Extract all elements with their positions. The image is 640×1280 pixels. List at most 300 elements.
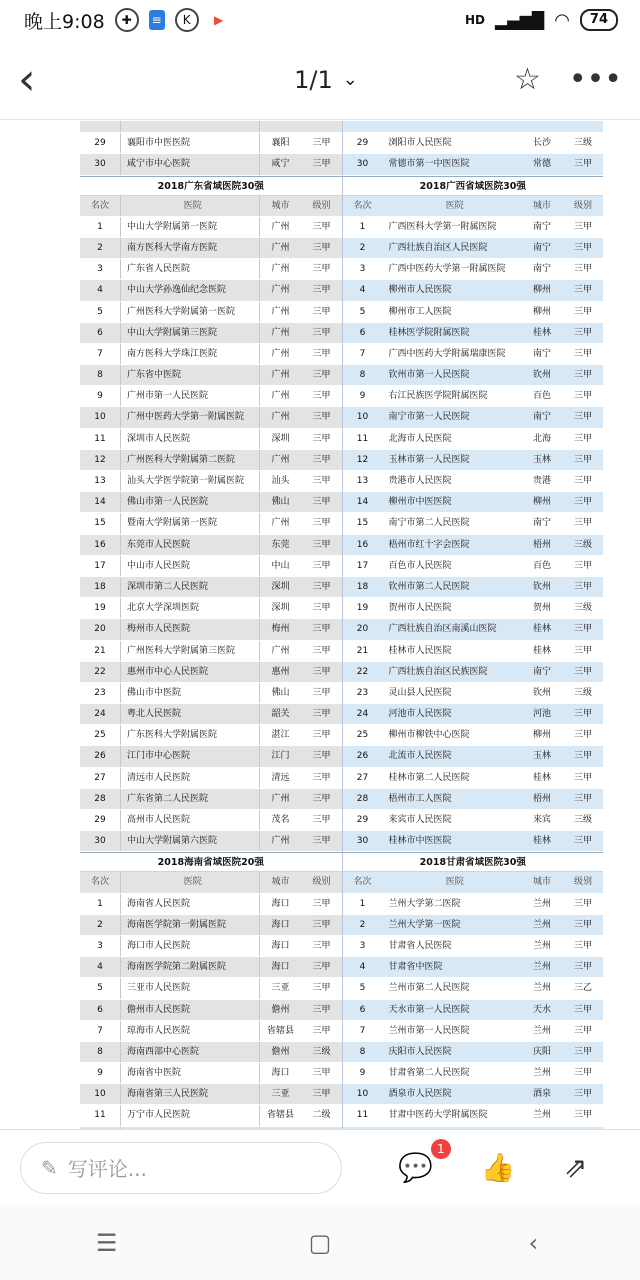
hospital-cell: 桂林市人民医院 xyxy=(388,645,452,656)
grade-cell: 三甲 xyxy=(573,709,592,720)
city-cell: 广州 xyxy=(259,302,302,322)
rank-cell: 8 xyxy=(359,370,366,381)
city-cell: 钦州 xyxy=(532,370,551,381)
grade-cell: 三甲 xyxy=(573,476,592,486)
grade-cell: 三甲 xyxy=(312,327,331,338)
table-row xyxy=(80,471,342,492)
table-row: 29 浏阳市人民医院 长沙 三级 xyxy=(343,133,604,154)
rank-cell: 10 xyxy=(356,412,369,423)
hospital-cell: 桂林医学院附属医院 xyxy=(388,327,470,338)
rank-cell: 22 xyxy=(356,666,369,677)
city-cell: 桂林 xyxy=(532,836,551,847)
hospital-cell: 广西壮族自治区南溪山医院 xyxy=(388,624,497,635)
table-row xyxy=(80,1000,342,1021)
city-cell: 南宁 xyxy=(532,264,551,275)
grade-cell: 三甲 xyxy=(312,285,331,296)
hospital-cell: 南宁市第二人民医院 xyxy=(388,518,470,529)
hospital-cell: 甘肃省中医院 xyxy=(388,962,443,973)
column-header: 名次 xyxy=(90,200,109,211)
city-cell: 儋州 xyxy=(259,1042,302,1062)
hospital-cell: 广西壮族自治区人民医院 xyxy=(388,242,488,253)
city-cell: 柳州 xyxy=(532,497,551,508)
city-cell: 桂林 xyxy=(532,327,551,338)
hospital-cell: 柳州市人民医院 xyxy=(388,285,452,296)
grade-cell: 三甲 xyxy=(573,730,592,741)
grade-cell: 三甲 xyxy=(573,497,592,508)
hospital-cell: 海南省第三人民医院 xyxy=(120,1084,259,1104)
city-cell: 广州 xyxy=(259,344,302,364)
rank-cell: 21 xyxy=(356,645,369,656)
table-row xyxy=(80,936,342,957)
rank-cell: 4 xyxy=(97,285,103,296)
hospital-cell: 南方医科大学珠江医院 xyxy=(120,344,259,364)
city-cell: 佛山 xyxy=(259,492,302,512)
grade-cell: 三甲 xyxy=(573,306,592,317)
hospital-cell: 灵山县人民医院 xyxy=(388,687,452,698)
menu-icon[interactable]: ☰ xyxy=(95,1228,118,1257)
table-row xyxy=(343,746,604,767)
table-row xyxy=(80,789,342,810)
rank-cell: 7 xyxy=(97,1025,103,1036)
city-cell: 兰州 xyxy=(532,1110,551,1121)
table-row xyxy=(343,1000,604,1021)
grade-cell: 三甲 xyxy=(573,285,592,296)
rank-cell: 10 xyxy=(356,1089,369,1100)
grade-cell: 三甲 xyxy=(312,983,331,994)
hospital-cell: 佛山市中医院 xyxy=(120,683,259,703)
hospital-cell: 广东省第二人民医院 xyxy=(120,789,259,809)
hospital-cell: 广州医科大学附属第一医院 xyxy=(120,302,259,322)
hospital-cell: 北流市人民医院 xyxy=(388,751,452,762)
table-row xyxy=(80,1021,342,1042)
table-header-row xyxy=(80,872,342,893)
city-cell: 梅州 xyxy=(259,619,302,639)
ranking-section xyxy=(80,176,603,853)
rank-cell: 30 xyxy=(356,836,369,847)
hospital-cell: 南宁市第一人民医院 xyxy=(388,412,470,423)
more-options-icon[interactable]: ••• xyxy=(568,62,622,97)
table-row xyxy=(80,1084,342,1105)
table-row xyxy=(343,725,604,746)
city-cell: 梧州 xyxy=(532,793,551,804)
rank-cell: 17 xyxy=(94,560,106,571)
table-row xyxy=(80,280,342,301)
wifi-icon: ◠ xyxy=(554,9,570,31)
city-cell: 东莞 xyxy=(259,535,302,555)
table-row xyxy=(343,259,604,280)
table-row xyxy=(80,492,342,513)
grade-cell: 三级 xyxy=(573,815,592,825)
table-row xyxy=(80,259,342,280)
grade-cell: 三甲 xyxy=(573,898,592,909)
grade-cell: 三甲 xyxy=(573,242,592,253)
table-row xyxy=(80,683,342,704)
city-cell: 汕头 xyxy=(259,471,302,491)
rank-cell: 8 xyxy=(97,370,103,381)
table-row xyxy=(80,121,342,133)
grade-cell: 三甲 xyxy=(573,581,592,592)
grade-cell: 三甲 xyxy=(312,221,331,232)
table-row xyxy=(80,1042,342,1063)
hospital-cell: 贺州市人民医院 xyxy=(388,603,452,614)
hospital-cell: 海南省中医院 xyxy=(120,1063,259,1083)
notification-icon: ✚ xyxy=(115,8,139,32)
left-ranking-table xyxy=(80,872,342,1129)
hospital-cell: 桂林市中医医院 xyxy=(388,836,452,847)
table-row xyxy=(80,810,342,831)
table-row xyxy=(343,1042,604,1063)
grade-cell: 三甲 xyxy=(312,306,331,317)
table-row xyxy=(80,556,342,577)
signal-icon: ▂▄▆█ xyxy=(494,10,545,30)
table-row xyxy=(343,217,604,238)
rank-cell: 13 xyxy=(356,476,369,486)
grade-cell: 三甲 xyxy=(312,433,331,444)
hospital-cell: 广州市第一人民医院 xyxy=(120,386,259,406)
rank-cell: 13 xyxy=(94,476,106,486)
right-ranking-table xyxy=(342,196,604,853)
hospital-cell: 广西壮族自治区民族医院 xyxy=(388,666,488,677)
table-row xyxy=(343,789,604,810)
city-cell: 柳州 xyxy=(532,285,551,296)
table-row xyxy=(343,619,604,640)
battery-indicator: 74 xyxy=(580,9,618,31)
table-row xyxy=(80,1063,342,1084)
left-ranking-table xyxy=(80,196,342,853)
table-row xyxy=(343,598,604,619)
table-row xyxy=(80,704,342,725)
ranking-section xyxy=(80,852,603,1129)
column-header: 名次 xyxy=(353,877,372,888)
hospital-cell: 暨南大学附属第一医院 xyxy=(120,513,259,533)
table-row xyxy=(80,662,342,683)
table-row xyxy=(80,957,342,978)
ranking-tables xyxy=(80,176,603,1129)
hospital-cell: 儋州市人民医院 xyxy=(120,1000,259,1020)
status-time: 晚上9:08 xyxy=(24,10,105,33)
city-cell: 庆阳 xyxy=(532,1046,551,1057)
city-cell: 河池 xyxy=(532,709,551,720)
table-row xyxy=(343,1063,604,1084)
hospital-cell: 海南省人民医院 xyxy=(120,894,259,914)
hospital-cell: 来宾市人民医院 xyxy=(388,815,452,825)
rank-cell: 11 xyxy=(94,433,106,444)
hospital-cell: 广西医科大学第一附属医院 xyxy=(388,221,497,232)
city-cell: 南宁 xyxy=(532,412,551,423)
rank-cell: 25 xyxy=(356,730,369,741)
hospital-cell: 桂林市第二人民医院 xyxy=(388,772,470,783)
hospital-cell: 佛山市第一人民医院 xyxy=(120,492,259,512)
grade-cell: 三甲 xyxy=(312,264,331,275)
table-row xyxy=(343,407,604,428)
hospital-cell: 梧州市工人医院 xyxy=(388,793,452,804)
rank-cell: 5 xyxy=(359,983,366,994)
rank-cell: 6 xyxy=(359,1004,366,1015)
grade-cell: 三甲 xyxy=(573,1068,592,1079)
hospital-cell: 广西中医药大学第一附属医院 xyxy=(388,264,506,275)
hospital-cell: 天水市第一人民医院 xyxy=(388,1004,470,1015)
rank-cell: 2 xyxy=(97,919,103,930)
rank-cell: 20 xyxy=(94,624,106,635)
grade-cell: 三甲 xyxy=(573,772,592,783)
table-row xyxy=(343,1021,604,1042)
table-row xyxy=(343,302,604,323)
hospital-cell: 深圳市人民医院 xyxy=(120,429,259,449)
share-icon[interactable]: ⇗ xyxy=(563,1151,588,1184)
hospital-cell: 甘肃省人民医院 xyxy=(388,940,452,951)
document-viewer[interactable] xyxy=(0,121,640,1129)
hospital-cell: 兰州大学第二医院 xyxy=(388,898,461,909)
table-row xyxy=(80,238,342,259)
city-cell: 兰州 xyxy=(532,940,551,951)
city-cell: 儋州 xyxy=(259,1000,302,1020)
grade-cell: 三甲 xyxy=(312,730,331,741)
grade-cell: 三甲 xyxy=(312,476,331,486)
hospital-cell: 兰州大学第一医院 xyxy=(388,919,461,930)
rank-cell: 4 xyxy=(359,962,366,973)
city-cell: 深圳 xyxy=(259,598,302,618)
city-cell: 三亚 xyxy=(259,978,302,998)
grade-cell: 三甲 xyxy=(312,1025,331,1036)
rank-cell: 28 xyxy=(94,793,106,804)
table-row xyxy=(343,936,604,957)
rank-cell: 2 xyxy=(359,919,366,930)
city-cell: 百色 xyxy=(532,560,551,571)
rank-cell: 9 xyxy=(97,1068,103,1079)
table-row xyxy=(343,641,604,662)
grade-cell: 三甲 xyxy=(573,1046,592,1057)
table-row xyxy=(343,365,604,386)
rank-cell: 3 xyxy=(359,264,366,275)
city-cell: 来宾 xyxy=(532,815,551,825)
status-bar xyxy=(0,0,640,40)
table-row xyxy=(343,577,604,598)
city-cell: 兰州 xyxy=(532,1025,551,1036)
city-cell: 广州 xyxy=(259,238,302,258)
hospital-cell: 柳州市柳铁中心医院 xyxy=(388,730,470,741)
table-row xyxy=(343,121,604,133)
star-icon[interactable]: ☆ xyxy=(514,62,541,97)
city-cell: 兰州 xyxy=(532,983,551,994)
rank-cell: 4 xyxy=(359,285,366,296)
table-row xyxy=(80,725,342,746)
hospital-cell: 甘肃省第二人民医院 xyxy=(388,1068,470,1079)
page-selector[interactable] xyxy=(294,66,358,94)
table-header-row xyxy=(343,872,604,893)
table-row xyxy=(343,450,604,471)
grade-cell: 三级 xyxy=(573,687,592,698)
table-row xyxy=(80,978,342,999)
table-row xyxy=(80,407,342,428)
city-cell: 柳州 xyxy=(532,306,551,317)
city-cell: 南宁 xyxy=(532,242,551,253)
hospital-cell: 广东医科大学附属医院 xyxy=(120,725,259,745)
city-cell: 桂林 xyxy=(532,772,551,783)
table-row xyxy=(80,894,342,915)
grade-cell: 三甲 xyxy=(573,264,592,275)
rank-cell: 16 xyxy=(94,539,106,550)
table-row xyxy=(80,577,342,598)
table-row xyxy=(80,450,342,471)
hospital-cell: 广西中医药大学附属瑞康医院 xyxy=(388,348,506,359)
table-row xyxy=(343,683,604,704)
nav-back-icon[interactable]: ‹ xyxy=(528,1228,539,1257)
rank-cell: 11 xyxy=(356,1110,369,1121)
city-cell: 南宁 xyxy=(532,518,551,529)
rank-cell: 24 xyxy=(356,709,369,720)
table-row xyxy=(80,746,342,767)
table-row xyxy=(80,365,342,386)
column-header: 名次 xyxy=(90,877,109,888)
column-header: 医院 xyxy=(120,196,259,216)
city-cell: 玉林 xyxy=(532,454,551,465)
table-row xyxy=(343,662,604,683)
hospital-cell: 中山大学附属第一医院 xyxy=(120,217,259,237)
city-cell: 广州 xyxy=(259,407,302,427)
city-cell: 韶关 xyxy=(259,704,302,724)
hospital-cell: 中山市人民医院 xyxy=(120,556,259,576)
city-cell: 广州 xyxy=(259,280,302,300)
grade-cell: 三甲 xyxy=(312,645,331,656)
like-icon[interactable]: 👍 xyxy=(480,1151,516,1184)
city-cell: 广州 xyxy=(259,789,302,809)
grade-cell: 三甲 xyxy=(573,1025,592,1036)
grade-cell: 三级 xyxy=(312,1046,331,1057)
table-row: 29 襄阳市中医医院 襄阳 三甲 xyxy=(80,133,342,154)
grade-cell: 三乙 xyxy=(573,983,592,994)
hospital-cell: 百色市人民医院 xyxy=(388,560,452,571)
grade-cell: 三甲 xyxy=(573,454,592,465)
column-header: 城市 xyxy=(259,196,302,216)
city-cell: 海口 xyxy=(259,936,302,956)
table-row: 30 常德市第一中医医院 常德 三甲 xyxy=(343,154,604,175)
table-row xyxy=(80,217,342,238)
hospital-cell: 中山大学附属第三医院 xyxy=(120,323,259,343)
rank-cell: 11 xyxy=(94,1110,106,1121)
table-row xyxy=(343,831,604,852)
grade-cell: 三甲 xyxy=(312,815,331,825)
hospital-cell: 汕头大学医学院第一附属医院 xyxy=(120,471,259,491)
rank-cell: 7 xyxy=(359,348,366,359)
table-row xyxy=(343,978,604,999)
city-cell: 湛江 xyxy=(259,725,302,745)
grade-cell: 三甲 xyxy=(312,581,331,592)
rank-cell: 4 xyxy=(97,962,103,973)
city-cell: 海口 xyxy=(259,957,302,977)
city-cell: 广州 xyxy=(259,450,302,470)
rank-cell: 16 xyxy=(356,539,369,550)
table-row xyxy=(343,492,604,513)
city-cell: 广州 xyxy=(259,513,302,533)
rank-cell: 20 xyxy=(356,624,369,635)
hospital-cell: 右江民族医学院附属医院 xyxy=(388,391,488,402)
grade-cell: 三甲 xyxy=(573,370,592,381)
play-store-icon: ▶ xyxy=(214,13,224,27)
comment-input[interactable] xyxy=(20,1142,342,1194)
hospital-cell: 钦州市第二人民医院 xyxy=(388,581,470,592)
city-cell: 梧州 xyxy=(532,539,551,550)
table-row xyxy=(343,556,604,577)
hospital-cell: 海口市人民医院 xyxy=(120,936,259,956)
comments-icon[interactable]: 💬 1 xyxy=(398,1151,433,1184)
hospital-cell: 惠州市中心人民医院 xyxy=(120,662,259,682)
comment-count-badge: 1 xyxy=(431,1139,451,1159)
table-row xyxy=(343,535,604,556)
rank-cell: 19 xyxy=(356,603,369,614)
hospital-cell: 广东省中医院 xyxy=(120,365,259,385)
city-cell: 贺州 xyxy=(532,603,551,614)
table-row xyxy=(343,810,604,831)
city-cell: 清远 xyxy=(259,768,302,788)
pencil-icon: ✎ xyxy=(41,1155,58,1180)
grade-cell: 三甲 xyxy=(312,497,331,508)
grade-cell: 三甲 xyxy=(573,919,592,930)
right-ranking-table xyxy=(342,872,604,1129)
grade-cell: 三甲 xyxy=(573,940,592,951)
rank-cell: 24 xyxy=(94,709,106,720)
rank-cell: 11 xyxy=(356,433,369,444)
grade-cell: 三甲 xyxy=(312,751,331,762)
grade-cell: 三甲 xyxy=(312,1068,331,1079)
column-header: 级别 xyxy=(573,200,592,211)
column-header: 级别 xyxy=(573,877,592,888)
rank-cell: 12 xyxy=(356,454,369,465)
rank-cell: 23 xyxy=(94,687,106,698)
hospital-cell: 广东省人民医院 xyxy=(120,259,259,279)
rank-cell: 27 xyxy=(94,772,106,783)
grade-cell: 三甲 xyxy=(573,1110,592,1121)
home-icon[interactable]: ▢ xyxy=(308,1228,332,1257)
grade-cell: 三甲 xyxy=(312,624,331,635)
table-row xyxy=(80,386,342,407)
rank-cell: 8 xyxy=(97,1046,103,1057)
rank-cell: 5 xyxy=(359,306,366,317)
table-row xyxy=(80,598,342,619)
document-app-icon: ≡ xyxy=(149,10,165,30)
hd-indicator: HD xyxy=(464,13,485,27)
rank-cell: 9 xyxy=(97,391,103,402)
grade-cell: 三甲 xyxy=(573,1089,592,1100)
grade-cell: 三甲 xyxy=(573,391,592,402)
comment-placeholder: 写评论... xyxy=(67,1157,147,1181)
grade-cell: 三甲 xyxy=(312,348,331,359)
hospital-cell: 海南医学院第一附属医院 xyxy=(120,915,259,935)
table-row xyxy=(343,280,604,301)
back-icon[interactable]: ‹ xyxy=(18,54,36,105)
grade-cell: 三甲 xyxy=(312,836,331,847)
grade-cell: 三甲 xyxy=(573,751,592,762)
table-row xyxy=(80,429,342,450)
column-header: 医院 xyxy=(445,877,464,888)
grade-cell: 三甲 xyxy=(573,645,592,656)
table-row xyxy=(80,323,342,344)
grade-cell: 三甲 xyxy=(573,518,592,529)
rank-cell: 3 xyxy=(97,940,103,951)
table-row xyxy=(80,344,342,365)
rank-cell: 2 xyxy=(97,242,103,253)
column-header: 城市 xyxy=(259,872,302,892)
hospital-cell: 北海市人民医院 xyxy=(388,433,452,444)
hospital-cell: 柳州市中医医院 xyxy=(388,497,452,508)
table-row xyxy=(80,915,342,936)
rank-cell: 10 xyxy=(94,412,106,423)
column-header: 名次 xyxy=(353,200,372,211)
hospital-cell: 广州医科大学附属第三医院 xyxy=(120,641,259,661)
table-row xyxy=(80,1105,342,1126)
table-row xyxy=(343,704,604,725)
city-cell: 广州 xyxy=(259,831,302,851)
table-row xyxy=(343,957,604,978)
